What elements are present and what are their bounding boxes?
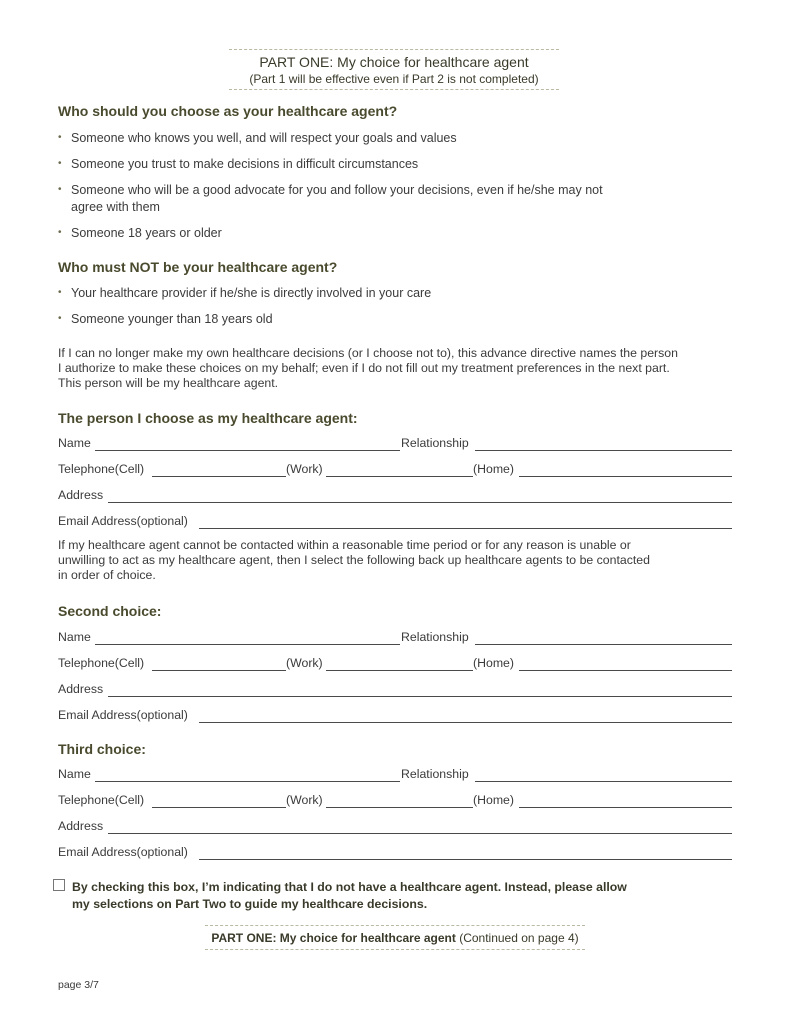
who-should-heading: Who should you choose as your healthcare agent? bbox=[58, 103, 398, 119]
paragraph-line: This person will be my healthcare agent. bbox=[58, 376, 279, 390]
header-bottom-divider bbox=[229, 89, 559, 90]
paragraph-line: If I can no longer make my own healthcare decisions (or I choose not to), this advance directive names the person bbox=[58, 346, 678, 360]
agent-name-row bbox=[58, 436, 732, 454]
paragraph-line: If my healthcare agent cannot be contacted within a reasonable time period or for any reason is unable or bbox=[58, 538, 631, 552]
paragraph-line: unwilling to act as my healthcare agent, then I select the following back up healthcare agents to be contacted bbox=[58, 553, 650, 567]
bullet-icon: • bbox=[58, 313, 62, 324]
footer-title: PART ONE: My choice for healthcare agent bbox=[211, 931, 456, 945]
intro-paragraph bbox=[58, 346, 738, 391]
agent-email-row bbox=[58, 514, 732, 532]
third-address-field[interactable] bbox=[108, 833, 732, 834]
page-number: page 3/7 bbox=[58, 979, 99, 991]
third-address-row bbox=[58, 819, 732, 837]
document-page: PART ONE: My choice for healthcare agent (Part 1 will be effective even if Part 2 is not completed) Who should you choose as your healthcare agent? • Someone who knows you well, and will respect your goals and values • Someone you trust to make decisions in difficult circumstances • Someone who will be a good advocate for you and follow your decisions, even if he/she may not agree with them • Someone 18 years or older Who must NOT be your healthcare agent? • Your healthcare provider if he/she is directly involved in your care • Someone younger than 18 years old If I can no longer make my own healthcare decisions (or I choose not to), this advance directive names the person I authorize to make these choices on my behalf; even if I do not fill out my treatment preferences in the next part. This person will be my healthcare agent. The person I choose as my healthcare agent: Name Relationship Telephone(Cell) (Work) (Home) Address Email Address(optional) If my healthcare agent cannot be contacted within a reasonable time period or for any reason is unable or unwilling to act as my healthcare agent, then I select the following back up healthcare agents to be contacted in order of choice. Second choice: Name Relationship Telephone(Cell) (Work) (Home) Address Email Address(optional) Third choice: Name Relationship Telephone(Cell) (Work) (Home) Address Email Address(optional) By checking this box, I’m indicating that I do not have a healthcare agent. Instead, please allow my selections on Part Two to guide my healthcare decisions. PART ONE: My choice for healthcare agent (Continued on page 4) page 3/7 bbox=[0, 0, 791, 1024]
second-work-field[interactable] bbox=[326, 670, 473, 671]
bullet-icon: • bbox=[58, 158, 62, 169]
second-choice-heading: Second choice: bbox=[58, 603, 162, 619]
second-email-field[interactable] bbox=[199, 722, 732, 723]
second-home-field[interactable] bbox=[519, 670, 732, 671]
bullet-icon: • bbox=[58, 227, 62, 238]
part-one-subtitle: (Part 1 will be effective even if Part 2 is not completed) bbox=[249, 72, 539, 86]
second-address-field[interactable] bbox=[108, 696, 732, 697]
second-address-row bbox=[58, 682, 732, 700]
third-name-row bbox=[58, 767, 732, 785]
second-cell-field[interactable] bbox=[152, 670, 286, 671]
home-label: (Home) bbox=[473, 793, 514, 807]
agent-cell-field[interactable] bbox=[152, 476, 286, 477]
paragraph-line: in order of choice. bbox=[58, 568, 156, 582]
agent-heading: The person I choose as my healthcare agent: bbox=[58, 410, 358, 426]
name-label: Name bbox=[58, 436, 91, 450]
third-home-field[interactable] bbox=[519, 807, 732, 808]
home-label: (Home) bbox=[473, 656, 514, 670]
agent-address-row bbox=[58, 488, 732, 506]
second-email-row bbox=[58, 708, 732, 726]
agent-telephone-row bbox=[58, 462, 732, 480]
footer-bottom-divider bbox=[205, 949, 585, 950]
third-telephone-row bbox=[58, 793, 732, 811]
address-label: Address bbox=[58, 488, 104, 502]
paragraph-line: I authorize to make these choices on my behalf; even if I do not fill out my treatment preferences in the next part. bbox=[58, 361, 670, 375]
work-label: (Work) bbox=[286, 793, 323, 807]
who-must-not-heading: Who must NOT be your healthcare agent? bbox=[58, 259, 338, 275]
third-email-row bbox=[58, 845, 732, 863]
work-label: (Work) bbox=[286, 462, 323, 476]
third-choice-heading: Third choice: bbox=[58, 741, 146, 757]
agent-email-field[interactable] bbox=[199, 528, 732, 529]
no-agent-checkbox[interactable] bbox=[53, 879, 65, 891]
relationship-label: Relationship bbox=[401, 767, 469, 781]
third-email-field[interactable] bbox=[199, 859, 732, 860]
address-label: Address bbox=[58, 682, 104, 696]
bullet-icon: • bbox=[58, 184, 62, 195]
third-relationship-field[interactable] bbox=[475, 781, 732, 782]
bullet-icon: • bbox=[58, 287, 62, 298]
third-work-field[interactable] bbox=[326, 807, 473, 808]
agent-name-field[interactable] bbox=[95, 450, 400, 451]
email-label: Email Address(optional) bbox=[58, 845, 188, 859]
second-name-field[interactable] bbox=[95, 644, 400, 645]
second-telephone-row bbox=[58, 656, 732, 674]
name-label: Name bbox=[58, 630, 91, 644]
telephone-cell-label: Telephone(Cell) bbox=[58, 656, 145, 670]
agent-address-field[interactable] bbox=[108, 502, 732, 503]
telephone-cell-label: Telephone(Cell) bbox=[58, 793, 145, 807]
third-name-field[interactable] bbox=[95, 781, 400, 782]
agent-work-field[interactable] bbox=[326, 476, 473, 477]
backup-paragraph bbox=[58, 538, 738, 583]
footer-top-divider bbox=[205, 925, 585, 926]
agent-home-field[interactable] bbox=[519, 476, 732, 477]
third-cell-field[interactable] bbox=[152, 807, 286, 808]
name-label: Name bbox=[58, 767, 91, 781]
footer-caption bbox=[205, 931, 585, 945]
part-one-title: PART ONE: My choice for healthcare agent bbox=[259, 54, 529, 70]
bullet-icon: • bbox=[58, 132, 62, 143]
agent-relationship-field[interactable] bbox=[475, 450, 732, 451]
header-top-divider bbox=[229, 49, 559, 50]
email-label: Email Address(optional) bbox=[58, 514, 188, 528]
telephone-cell-label: Telephone(Cell) bbox=[58, 462, 145, 476]
address-label: Address bbox=[58, 819, 104, 833]
second-name-row bbox=[58, 630, 732, 648]
work-label: (Work) bbox=[286, 656, 323, 670]
home-label: (Home) bbox=[473, 462, 514, 476]
footer-continued: (Continued on page 4) bbox=[459, 931, 579, 945]
email-label: Email Address(optional) bbox=[58, 708, 188, 722]
no-agent-checkbox-label: By checking this box, I’m indicating that I do not have a healthcare agent. Instead, please allow my selections on Part Two to guide my healthcare decisions. bbox=[72, 880, 627, 911]
second-relationship-field[interactable] bbox=[475, 644, 732, 645]
relationship-label: Relationship bbox=[401, 630, 469, 644]
relationship-label: Relationship bbox=[401, 436, 469, 450]
